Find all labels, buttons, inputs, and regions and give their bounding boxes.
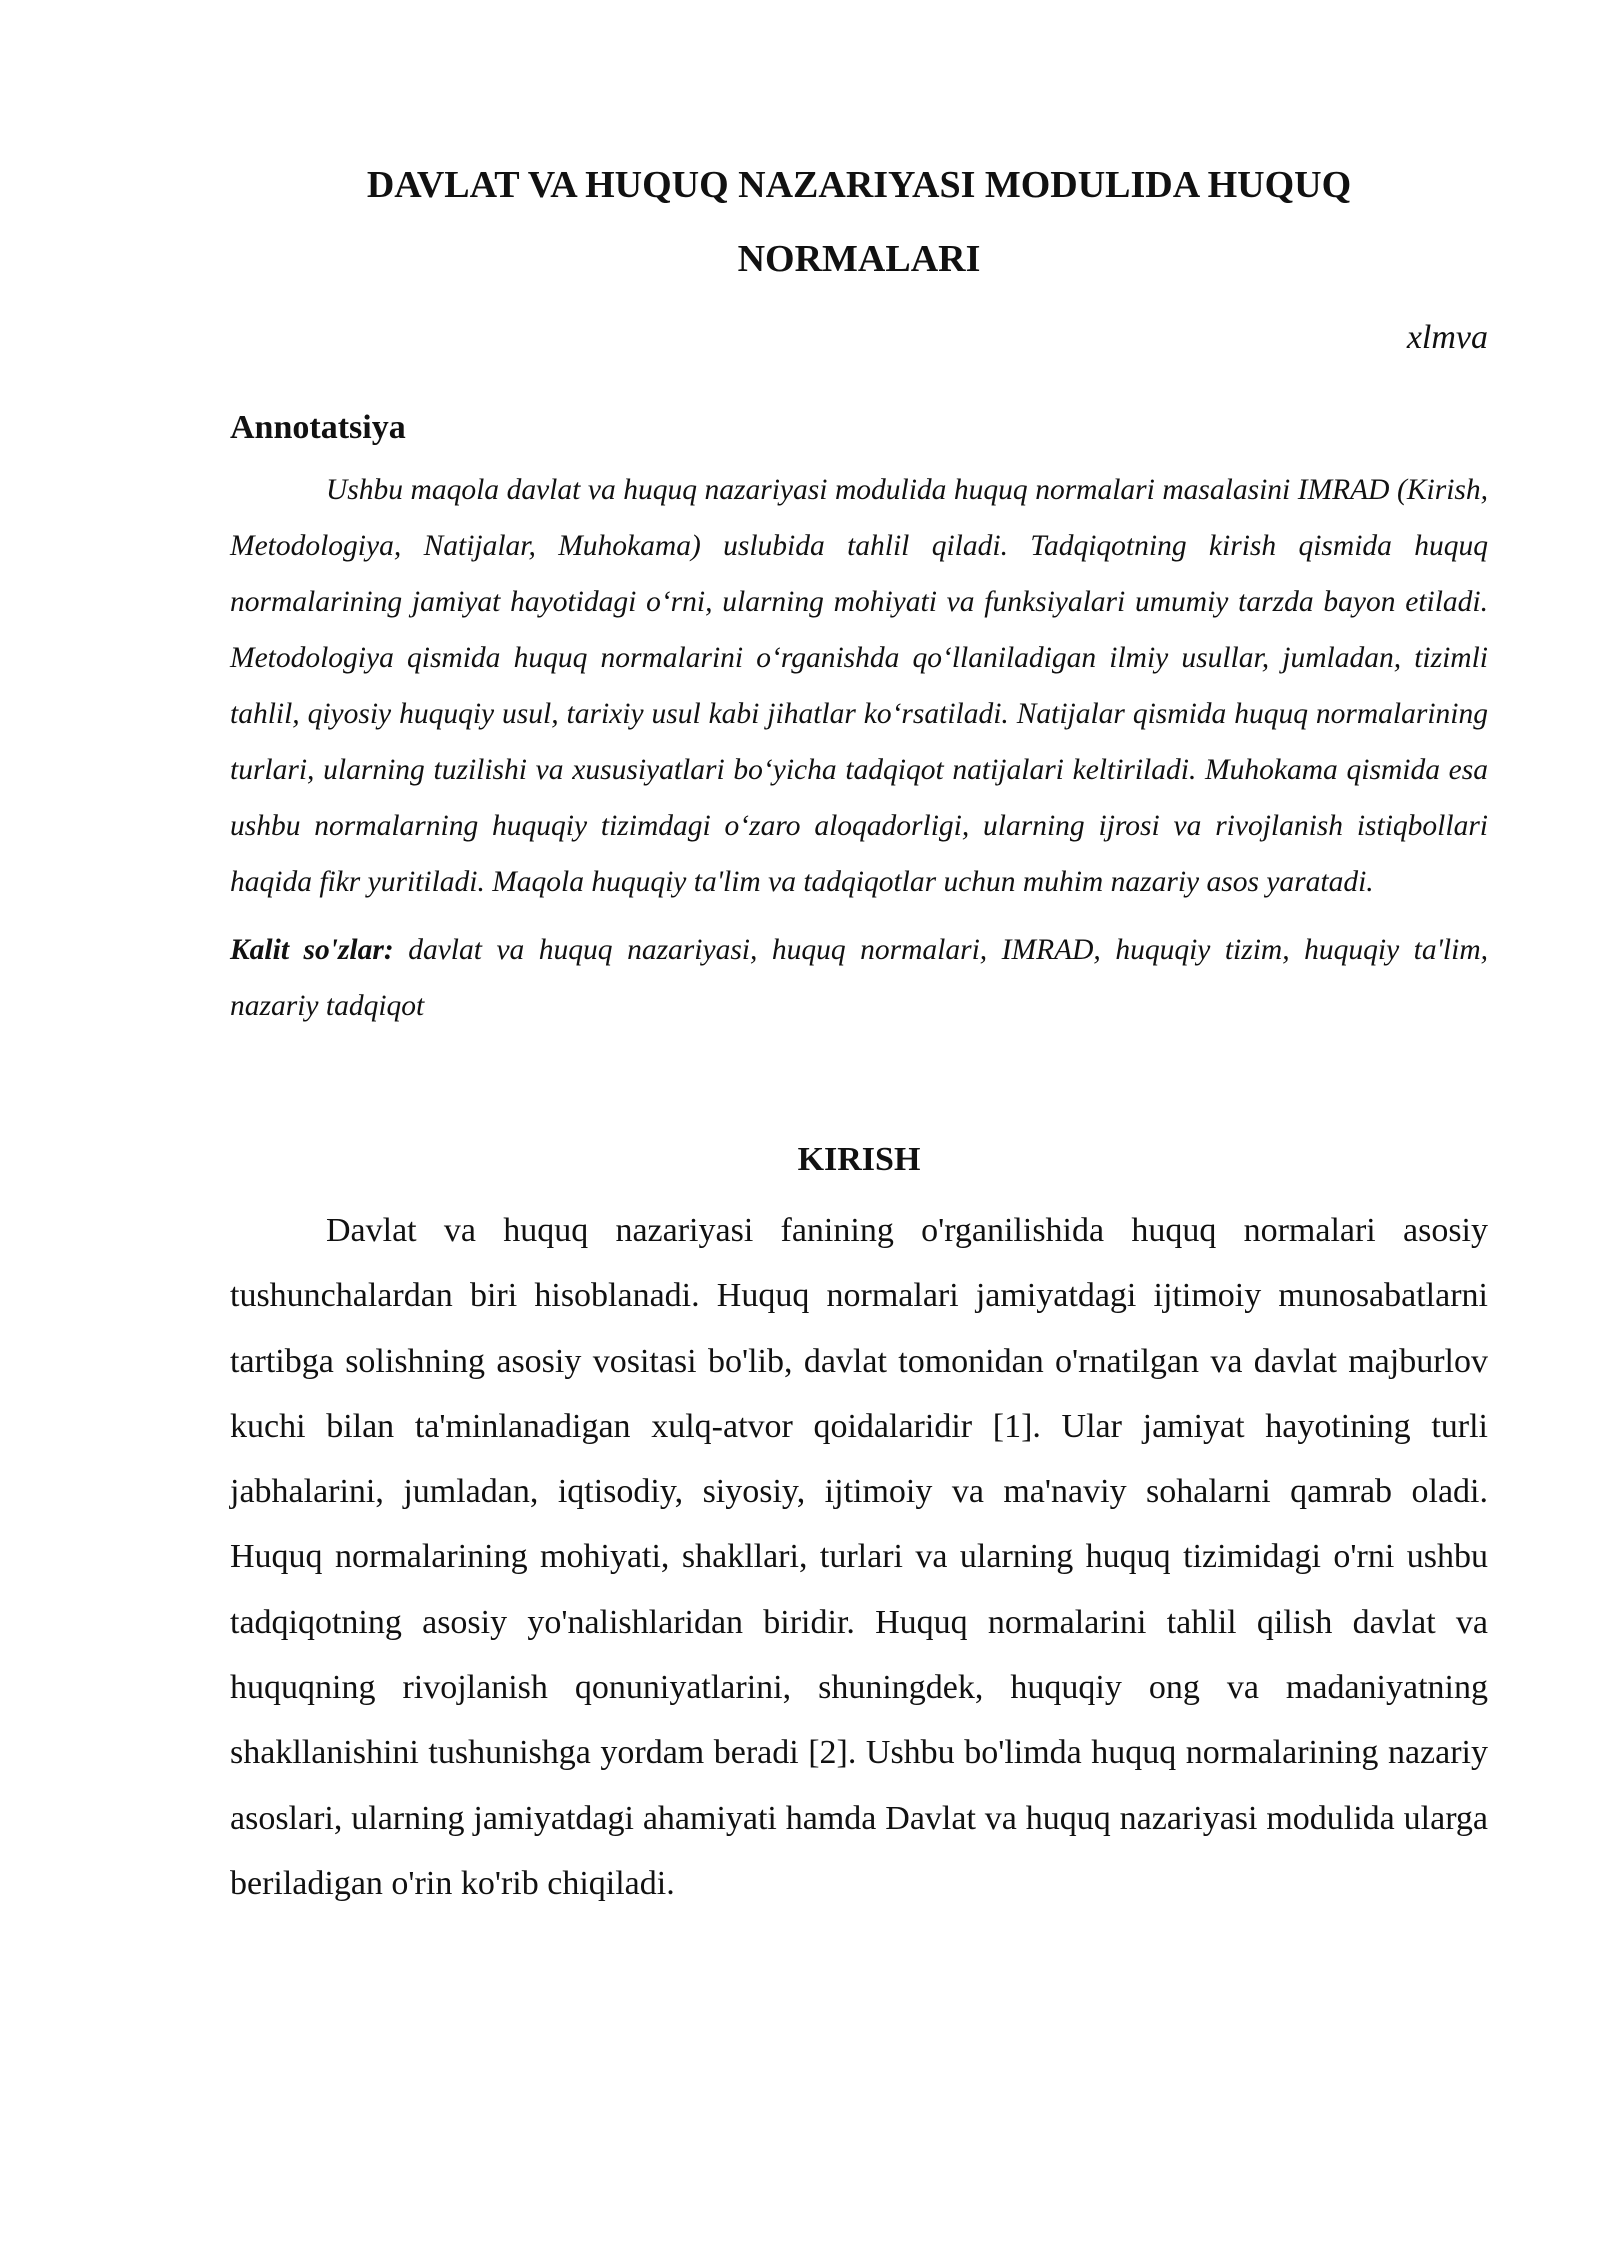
- abstract-paragraph: Ushbu maqola davlat va huquq nazariyasi modulida huquq normalari masalasini IMRAD (Kirish, Metodologiya, Natijalar, Muhokama) uslubida tahlil qiladi. Tadqiqotning kirish qismida huquq normalarining jamiyat hayotidagi o‘rni, ularning mohiyati va funksiyalari umumiy tarzda bayon etiladi. Metodologiya qismida huquq normalarini o‘rganishda qo‘llaniladigan ilmiy usullar, jumladan, tizimli tahlil, qiyosiy huquqiy usul, tarixiy usul kabi jihatlar ko‘rsatiladi. Natijalar qismida huquq normalarining turlari, ularning tuzilishi va xususiyatlari bo‘yicha tadqiqot natijalari keltiriladi. Muhokama qismida esa ushbu normalarning huquqiy tizimdagi o‘zaro aloqadorligi, ularning ijrosi va rivojlanish istiqbollari haqida fikr yuritiladi. Maqola huquqiy ta'lim va tadqiqotlar uchun muhim nazariy asos yaratadi.: [230, 474, 1488, 898]
- page-content: [230, 148, 1488, 1916]
- keywords-label: Kalit so'zlar:: [230, 934, 394, 966]
- keywords-line: [230, 922, 1488, 1034]
- abstract-heading: Annotatsiya: [230, 409, 406, 446]
- paper-title: DAVLAT VA HUQUQ NAZARIYASI MODULIDA HUQUQ NORMALARI: [366, 164, 1352, 280]
- keywords-text: davlat va huquq nazariyasi, huquq normalari, IMRAD, huquqiy tizim, huquqiy ta'lim, nazariy tadqiqot: [230, 934, 1489, 1022]
- section-heading-kirish: KIRISH: [797, 1141, 921, 1178]
- intro-paragraph: Davlat va huquq nazariyasi fanining o'rganilishida huquq normalari asosiy tushunchalardan biri hisoblanadi. Huquq normalari jamiyatdagi ijtimoiy munosabatlarni tartibga solishning asosiy vositasi bo'lib, davlat tomonidan o'rnatilgan va davlat majburlov kuchi bilan ta'minlanadigan xulq-atvor qoidalaridir [1]. Ular jamiyat hayotining turli jabhalarini, jumladan, iqtisodiy, siyosiy, ijtimoiy va ma'naviy sohalarni qamrab oladi. Huquq normalarining mohiyati, shakllari, turlari va ularning huquq tizimidagi o'rni ushbu tadqiqotning asosiy yo'nalishlaridan biridir. Huquq normalarini tahlil qilish davlat va huquqning rivojlanish qonuniyatlarini, shuningdek, huquqiy ong va madaniyatning shakllanishini tushunishga yordam beradi [2]. Ushbu bo'limda huquq normalarining nazariy asoslari, ularning jamiyatdagi ahamiyati hamda Davlat va huquq nazariyasi modulida ularga beriladigan o'rin ko'rib chiqiladi.: [230, 1212, 1488, 1902]
- author-name: xlmva: [1406, 319, 1488, 356]
